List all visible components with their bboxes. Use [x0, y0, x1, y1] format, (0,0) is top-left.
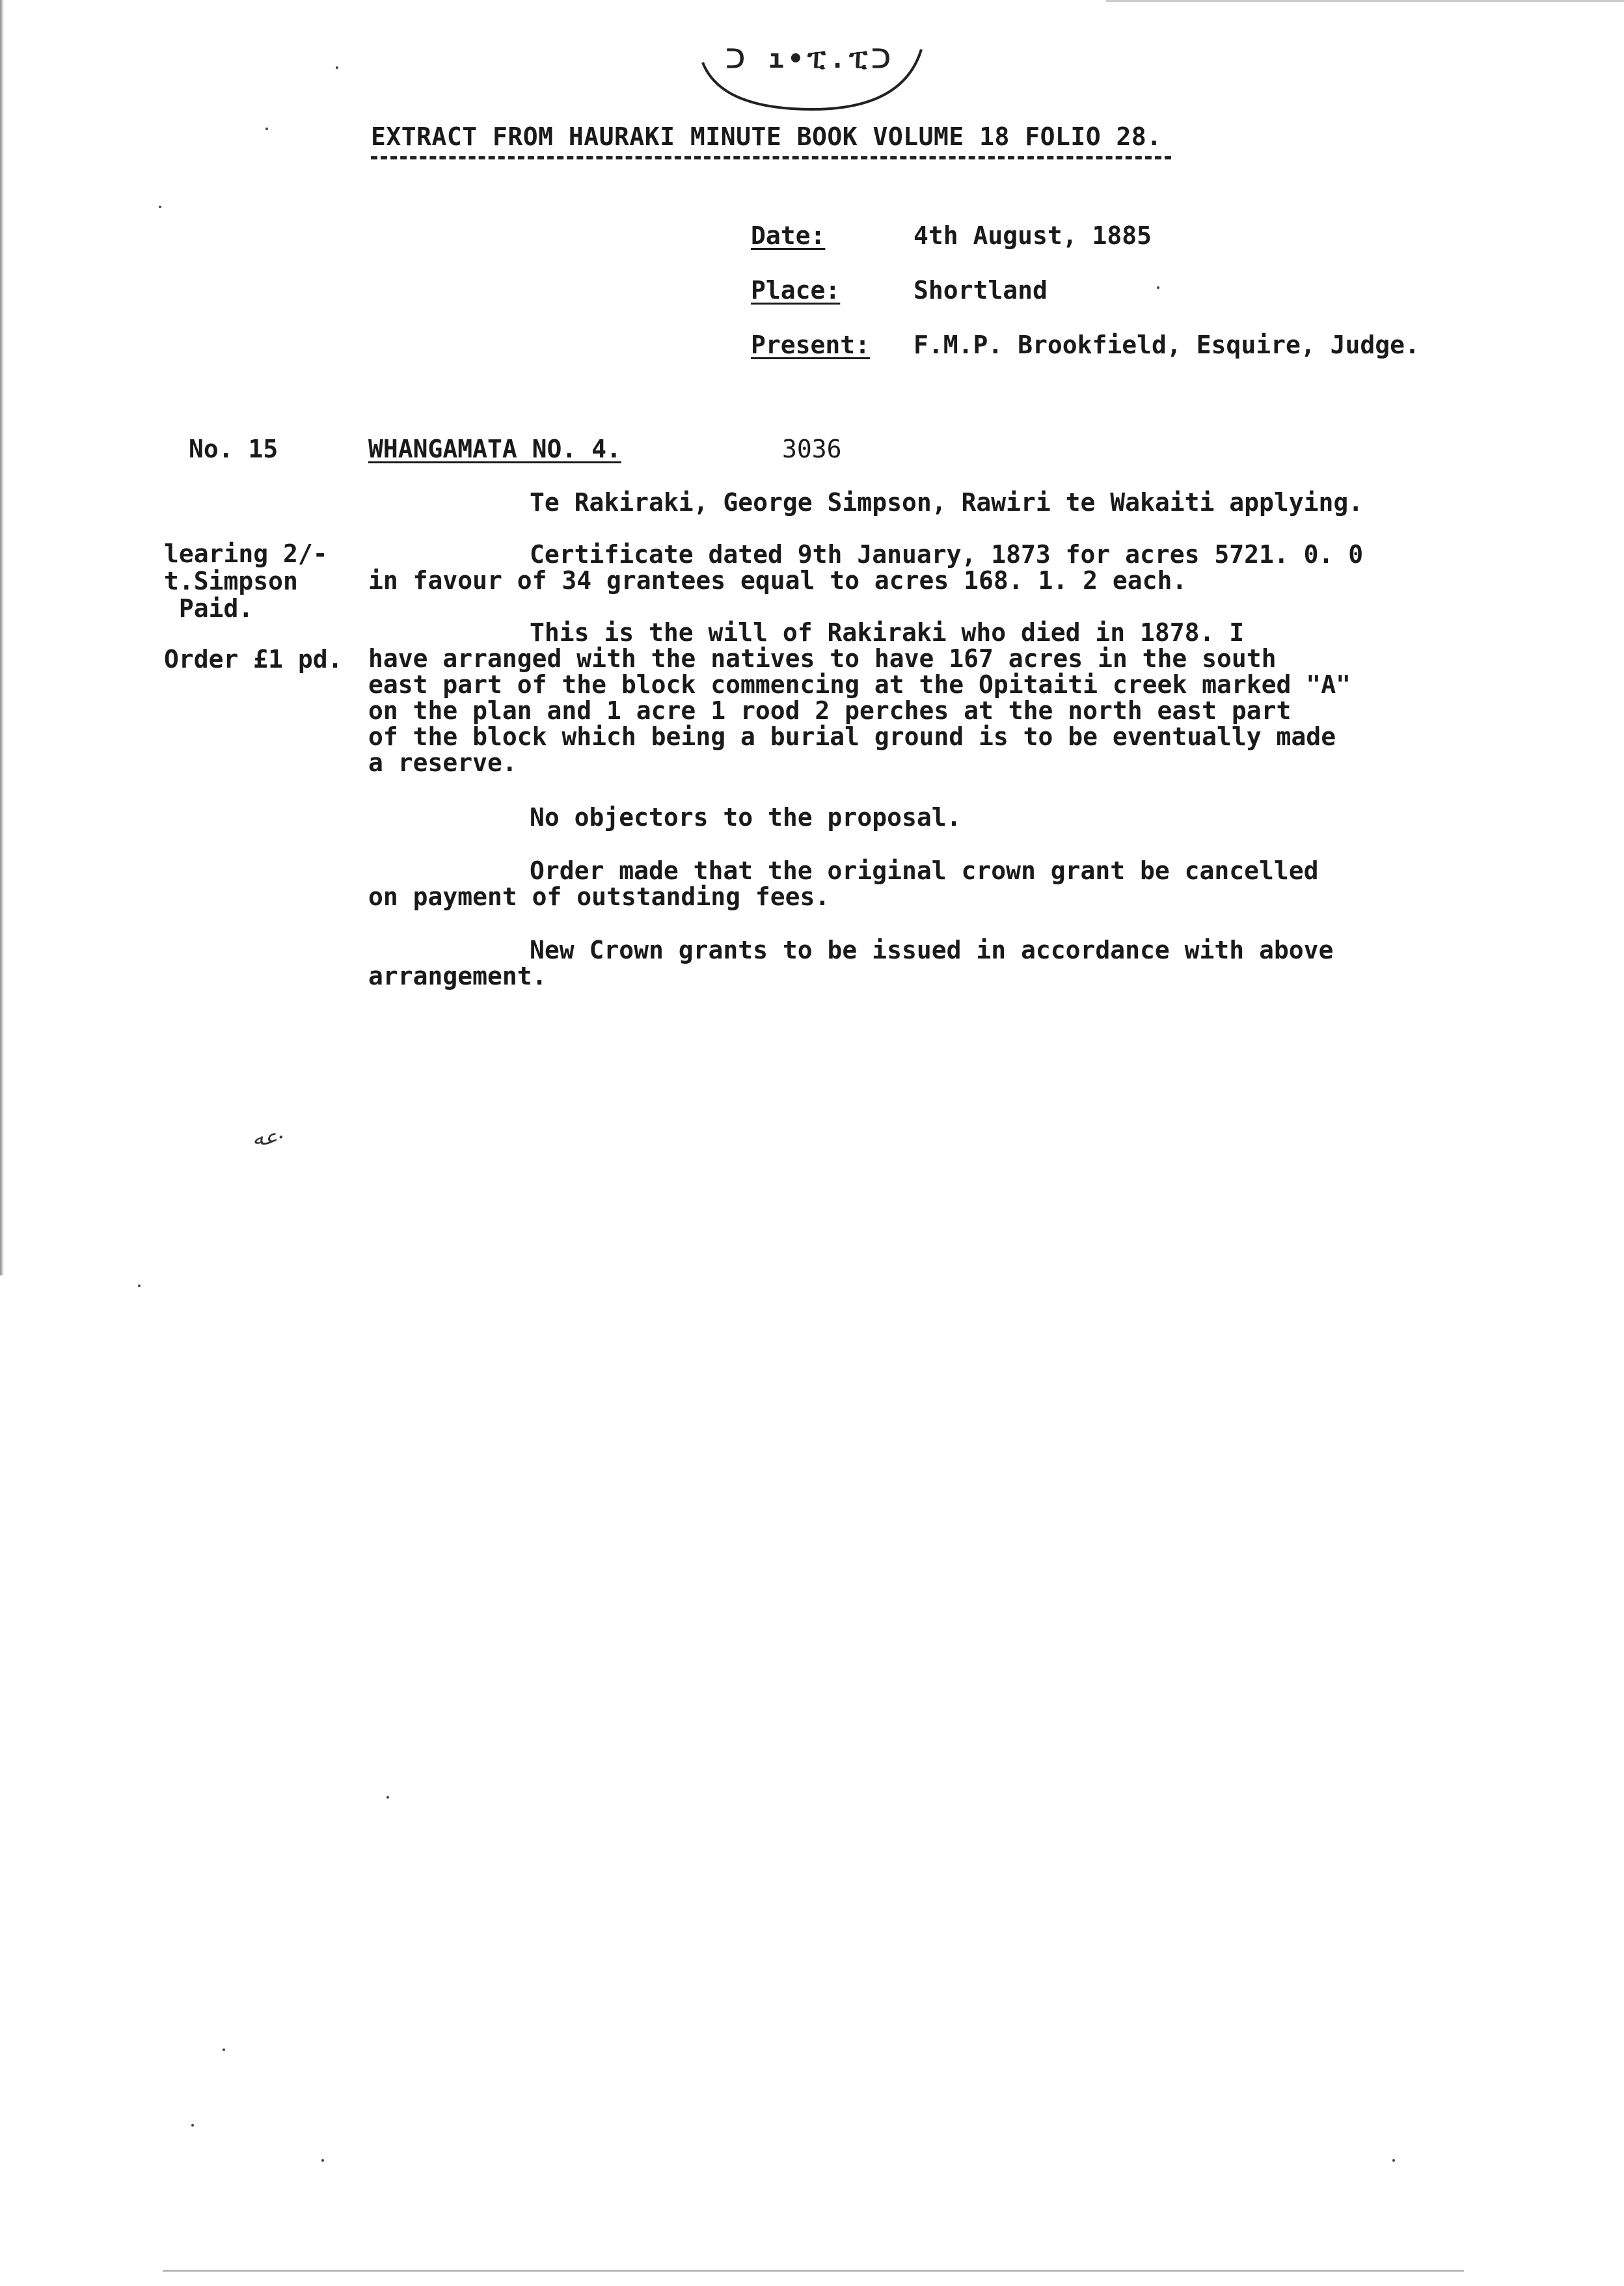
scan-speck — [223, 2048, 225, 2051]
scan-edge-left — [0, 0, 4, 1275]
scan-edge-top — [1106, 0, 1624, 2]
scan-speck — [1392, 2159, 1395, 2162]
paragraph-applicants: Te Rakiraki, George Simpson, Rawiri te Wakaiti applying. — [530, 488, 1364, 517]
stamp-text: ᑐ ı•ፒ.ፒᑐ — [725, 44, 895, 74]
scan-speck — [321, 2159, 324, 2162]
date-label: Date: — [751, 221, 826, 250]
paragraph-certificate-line: in favour of 34 grantees equal to acres 168. 1. 2 each. — [368, 566, 1187, 595]
date-value: 4th August, 1885 — [914, 221, 1152, 250]
scan-speck — [1157, 286, 1159, 289]
paragraph-order-line: on payment of outstanding fees. — [368, 882, 830, 911]
paragraph-order-line: Order made that the original crown grant be cancelled — [530, 856, 1319, 885]
paragraph-certificate-line: Certificate dated 9th January, 1873 for acres 5721. 0. 0 — [530, 540, 1364, 569]
paragraph-will-line: a reserve. — [368, 748, 517, 777]
present-value: F.M.P. Brookfield, Esquire, Judge. — [914, 331, 1420, 359]
scan-speck — [138, 1285, 141, 1287]
paragraph-crown-grants-line: arrangement. — [368, 962, 547, 990]
case-name: WHANGAMATA NO. 4. — [368, 435, 621, 463]
scan-edge-bottom — [163, 2270, 1464, 2272]
scan-speck — [191, 2124, 194, 2127]
margin-note-hearing: learing 2/- t.Simpson Paid. — [164, 539, 328, 623]
paragraph-will-line: on the plan and 1 acre 1 rood 2 perches at the north east part — [368, 696, 1292, 725]
heading-underline — [371, 156, 1171, 159]
paragraph-will-line: have arranged with the natives to have 167 acres in the south — [368, 644, 1277, 673]
margin-note-order: Order £1 pd. — [164, 645, 343, 674]
scan-speck — [336, 66, 338, 69]
paragraph-objectors: No objectors to the proposal. — [530, 803, 962, 832]
place-label: Place: — [751, 276, 841, 305]
paragraph-will-line: of the block which being a burial ground is to be eventually made — [368, 722, 1336, 751]
place-value: Shortland — [914, 276, 1048, 305]
scan-speck — [386, 1796, 389, 1799]
document-heading: EXTRACT FROM HAURAKI MINUTE BOOK VOLUME 18 FOLIO 28. — [371, 122, 1162, 151]
handwritten-mark: ﻋﻪ· — [252, 1124, 285, 1150]
case-reference: 3036 — [782, 435, 842, 463]
paragraph-crown-grants-line: New Crown grants to be issued in accordance with above — [530, 936, 1334, 964]
paragraph-will-line: This is the will of Rakiraki who died in 1878. I — [530, 618, 1245, 647]
case-number: No. 15 — [189, 435, 278, 463]
paragraph-will-line: east part of the block commencing at the Opitaiti creek marked "A" — [368, 670, 1351, 699]
scan-speck — [265, 128, 268, 130]
present-label: Present: — [751, 331, 871, 359]
scan-speck — [159, 206, 161, 208]
